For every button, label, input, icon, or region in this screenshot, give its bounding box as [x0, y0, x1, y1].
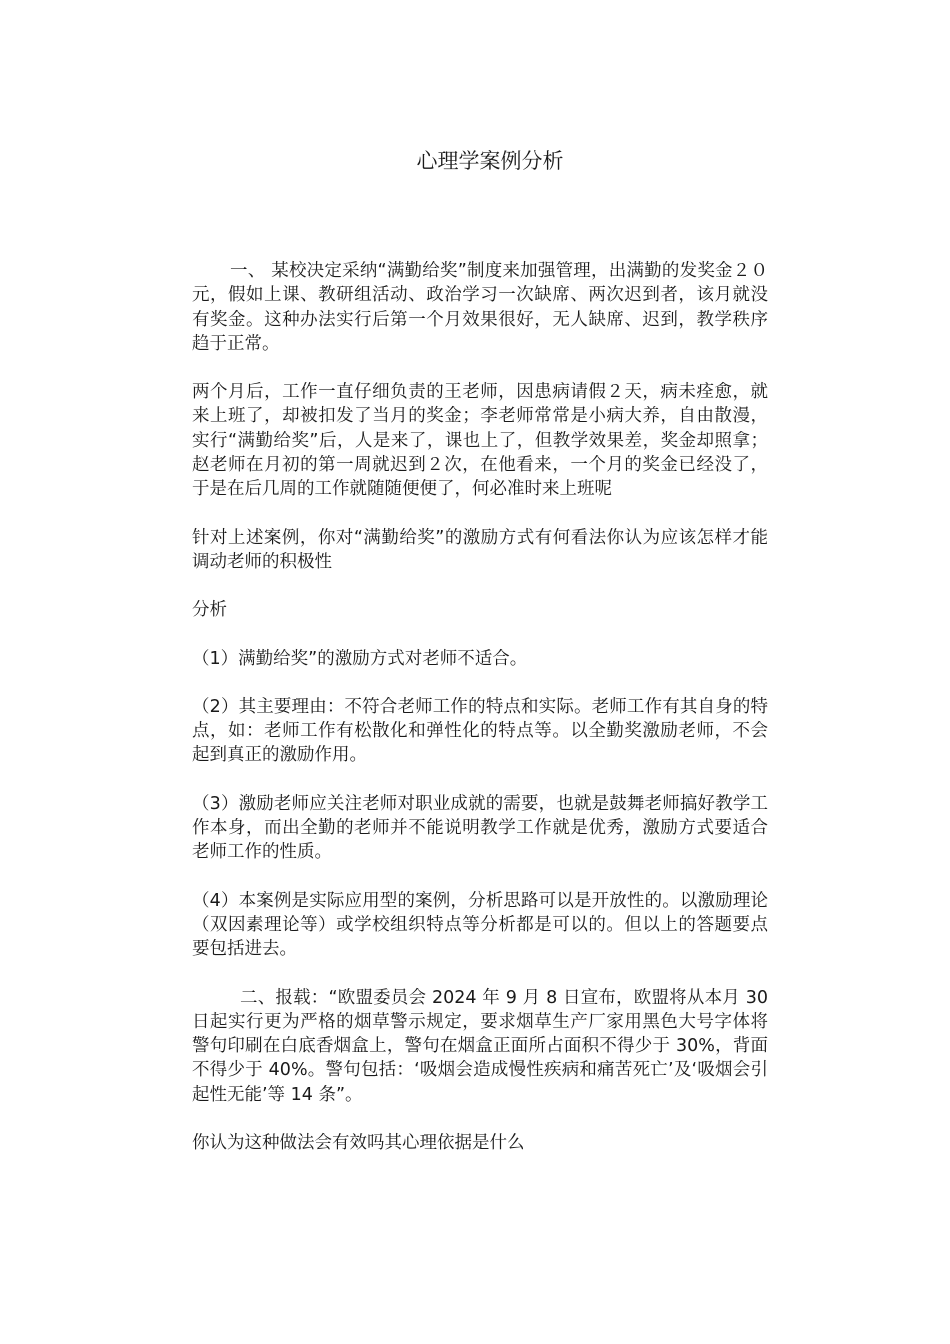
- document-title: 心理学案例分析: [416, 149, 564, 173]
- paragraph-analysis-point-1: （1）满勤给奖”的激励方式对老师不适合。: [192, 648, 528, 669]
- document-body: [192, 259, 768, 1179]
- paragraph-analysis-point-2: （2）其主要理由：不符合老师工作的特点和实际。老师工作有其自身的特点，如：老师工作有松散化和弹性化的特点等。以全勤奖激励老师，不会起到真正的激励作用。: [192, 696, 768, 766]
- paragraph-analysis-point-4: （4）本案例是实际应用型的案例，分析思路可以是开放性的。以激励理论（双因素理论等）或学校组织特点等分析都是可以的。但以上的答题要点要包括进去。: [192, 890, 768, 960]
- paragraph-analysis-point-3: （3）激励老师应关注老师对职业成就的需要，也就是鼓舞老师搞好教学工作本身，而出全勤的老师并不能说明教学工作就是优秀，激励方式要适合老师工作的性质。: [192, 793, 768, 863]
- paragraph-case-one-intro: 一、 某校决定采纳“满勤给奖”制度来加强管理，出满勤的发奖金２０元，假如上课、教研组活动、政治学习一次缺席、两次迟到者，该月就没有奖金。这种办法实行后第一个月效果很好，无人缺席、迟到，教学秩序趋于正常。: [192, 261, 768, 354]
- paragraph-case-two-question: 你认为这种做法会有效吗其心理依据是什么: [192, 1133, 525, 1154]
- paragraph-analysis-heading: 分析: [192, 600, 227, 621]
- paragraph-case-one-detail: 两个月后，工作一直仔细负责的王老师，因患病请假２天，病未痊愈，就来上班了，却被扣发了当月的奖金；李老师常常是小病大养，自由散漫，实行“满勤给奖”后，人是来了，课也上了，但教学效果差，奖金却照拿；赵老师在月初的第一周就迟到２次，在他看来，一个月的奖金已经没了，于是在后几周的工作就随随便便了，何必准时来上班呢: [192, 382, 768, 500]
- paragraph-case-one-question: 针对上述案例，你对“满勤给奖”的激励方式有何看法你认为应该怎样才能调动老师的积极性: [192, 527, 768, 572]
- paragraph-case-two-intro: 二、报载：“欧盟委员会 2024 年 9 月 8 日宣布，欧盟将从本月 30 日起实行更为严格的烟草警示规定，要求烟草生产厂家用黑色大号字体将警句印刷在白底香烟盒上，警句在烟盒正面所占面积不得少于 30%，背面不得少于 40%。警句包括：‘吸烟会造成慢性疾病和痛苦死亡’及‘吸烟会引起性无能’等 14 条”。: [192, 987, 768, 1105]
